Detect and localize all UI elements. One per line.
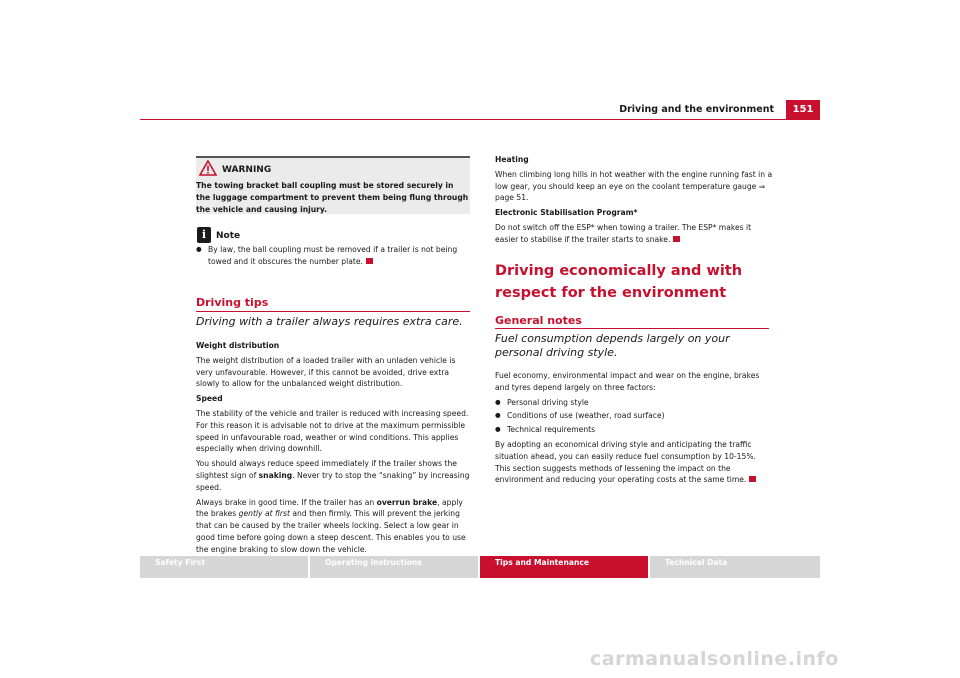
warning-box-top-border <box>196 156 470 158</box>
section-subtitle-general-notes: Fuel consumption depends largely on your personal driving style. <box>495 332 730 359</box>
driving-tips-section <box>196 296 472 309</box>
heating-text: When climbing long hills in hot weather with the engine running fast in a low gear, you should keep an eye on the coolant temperature gauge ⇒ page 51. <box>495 169 773 203</box>
end-of-section-mark <box>749 476 756 482</box>
general-notes-body <box>495 370 773 489</box>
footer-tab-tips-and-maintenance[interactable]: Tips and Maintenance <box>480 556 648 578</box>
heating-heading: Heating <box>495 155 529 164</box>
general-notes-closing: By adopting an economical driving style and anticipating the traffic situation ahead, you can easily reduce fuel consumption by 10-15%. This section suggests methods of lessening the impact on the environment and reducing your operating costs at the same time. <box>495 439 756 485</box>
list-item: ● Personal driving style <box>495 397 773 409</box>
weight-text: The weight distribution of a loaded trailer with an unladen vehicle is very unfavourable. However, if this cannot be avoided, drive extra slowly to allow for the unbalanced weight distribution. <box>196 355 456 389</box>
speed-paragraph-2: You should always reduce speed immediately if the trailer shows the slightest sign of snaking. Never try to stop the “snaking” by increasing speed. <box>196 459 470 492</box>
footer-tab-technical-data[interactable]: Technical Data <box>650 556 820 578</box>
warning-triangle-icon <box>199 160 217 180</box>
general-notes-intro: Fuel economy, environmental impact and wear on the engine, brakes and tyres depend largely on three factors: <box>495 371 760 392</box>
note-text: By law, the ball coupling must be removed if a trailer is not being towed and it obscures the number plate. <box>208 245 458 266</box>
end-of-section-mark <box>673 236 680 242</box>
note-title: Note <box>216 231 241 241</box>
section-subtitle-driving-tips: Driving with a trailer always requires extra care. <box>196 315 463 328</box>
towing-tips-continued <box>495 154 775 249</box>
section-title-general-notes: General notes <box>495 314 582 327</box>
speed-paragraph-3: Always brake in good time. If the trailer has an overrun brake, apply the brakes gently at first and then firmly. This will prevent the jerking that can be caused by the trailer wheels locking. Select a low gear in good time before going down a steep descent. This enables you to use the engine braking to slow down the vehicle. <box>196 497 466 554</box>
esp-text: Do not switch off the ESP* when towing a trailer. The ESP* makes it easier to stabilise if the trailer starts to snake. <box>495 222 752 244</box>
list-item: ● Technical requirements <box>495 424 773 436</box>
weight-heading: Weight distribution <box>196 341 280 350</box>
esp-heading: Electronic Stabilisation Program* <box>495 208 638 218</box>
watermark: carmanualsonline.info <box>590 648 839 670</box>
term-overrun-brake: overrun brake <box>376 497 438 507</box>
section-rule-driving-tips <box>196 311 470 312</box>
speed-paragraph-1: The stability of the vehicle and trailer is reduced with increasing speed. For this reason it is advisable not to drive at the maximum permissible speed in unfavourable road, weather or wind conditions. This applies especially when driving downhill. <box>196 408 469 454</box>
warning-text: The towing bracket ball coupling must be stored securely in the luggage compartment to prevent them being flung through the vehicle and causing injury. <box>196 181 469 214</box>
page-number-badge: 151 <box>786 100 820 119</box>
running-header-title: Driving and the environment <box>619 104 774 115</box>
emphasis-gently-at-first: gently at first <box>238 509 290 519</box>
speed-heading: Speed <box>196 394 223 404</box>
list-item: ● Conditions of use (weather, road surface) <box>495 410 773 422</box>
driving-tips-body <box>196 340 472 559</box>
section-title-driving-tips: Driving tips <box>196 296 269 309</box>
footer-tab-safety-first[interactable]: Safety First <box>140 556 308 578</box>
footer-tab-operating-instructions[interactable]: Operating instructions <box>310 556 478 578</box>
term-snaking: snaking <box>258 470 293 480</box>
chapter-title: Driving economically and with respect for the environment <box>495 263 743 301</box>
warning-title: WARNING <box>222 165 272 175</box>
section-rule-general-notes <box>495 328 769 329</box>
info-icon <box>197 227 211 243</box>
note-body <box>196 244 472 268</box>
end-of-section-mark <box>366 258 373 264</box>
header-rule <box>140 119 820 120</box>
